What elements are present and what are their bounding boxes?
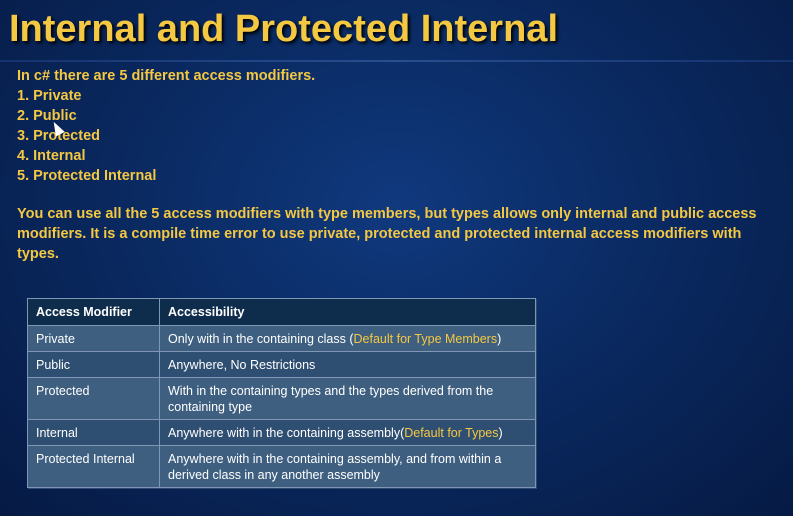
list-item: 2. Public — [17, 108, 77, 124]
accessibility-cell — [160, 446, 536, 488]
list-item: 5. Protected Internal — [17, 168, 157, 184]
accessibility-text: Anywhere, No Restrictions — [168, 358, 316, 372]
modifier-cell: Public — [28, 352, 160, 378]
explanation-paragraph: You can use all the 5 access modifiers with type members, but types allows only internal and public access modifiers. It is a compile time error to use private, protected and protected internal access modifiers with types. — [17, 206, 757, 262]
table-row — [28, 446, 536, 488]
accessibility-cell — [160, 352, 536, 378]
column-header: Access Modifier — [28, 299, 160, 326]
accessibility-text: With in the containing types and the types derived from the containing type — [168, 384, 494, 414]
accessibility-cell — [160, 420, 536, 446]
slide-title: Internal and Protected Internal — [9, 8, 558, 50]
list-item: 3. Protected — [17, 128, 100, 144]
modifier-cell: Protected Internal — [28, 446, 160, 488]
list-item: 1. Private — [17, 88, 82, 104]
table-row — [28, 420, 536, 446]
table-row — [28, 352, 536, 378]
default-note: Default for Types — [404, 426, 499, 440]
default-note: Default for Type Members — [353, 332, 498, 346]
intro-text: In c# there are 5 different access modifiers. — [17, 68, 316, 84]
modifier-cell: Private — [28, 326, 160, 352]
accessibility-cell — [160, 326, 536, 352]
column-header: Accessibility — [160, 299, 536, 326]
closing-paren: ) — [497, 332, 502, 346]
closing-paren: ) — [498, 426, 503, 440]
modifier-cell: Internal — [28, 420, 160, 446]
accessibility-text: Only with in the containing class ( — [168, 332, 354, 346]
access-modifier-table — [27, 298, 536, 488]
table-row — [28, 326, 536, 352]
table-header-row — [28, 299, 536, 326]
list-item: 4. Internal — [17, 148, 86, 164]
accessibility-text: Anywhere with in the containing assembly, and from within a derived class in any another assembly — [168, 452, 502, 482]
modifier-cell: Protected — [28, 378, 160, 420]
table-row — [28, 378, 536, 420]
accessibility-cell — [160, 378, 536, 420]
title-divider — [0, 60, 793, 62]
accessibility-text: Anywhere with in the containing assembly( — [168, 426, 405, 440]
